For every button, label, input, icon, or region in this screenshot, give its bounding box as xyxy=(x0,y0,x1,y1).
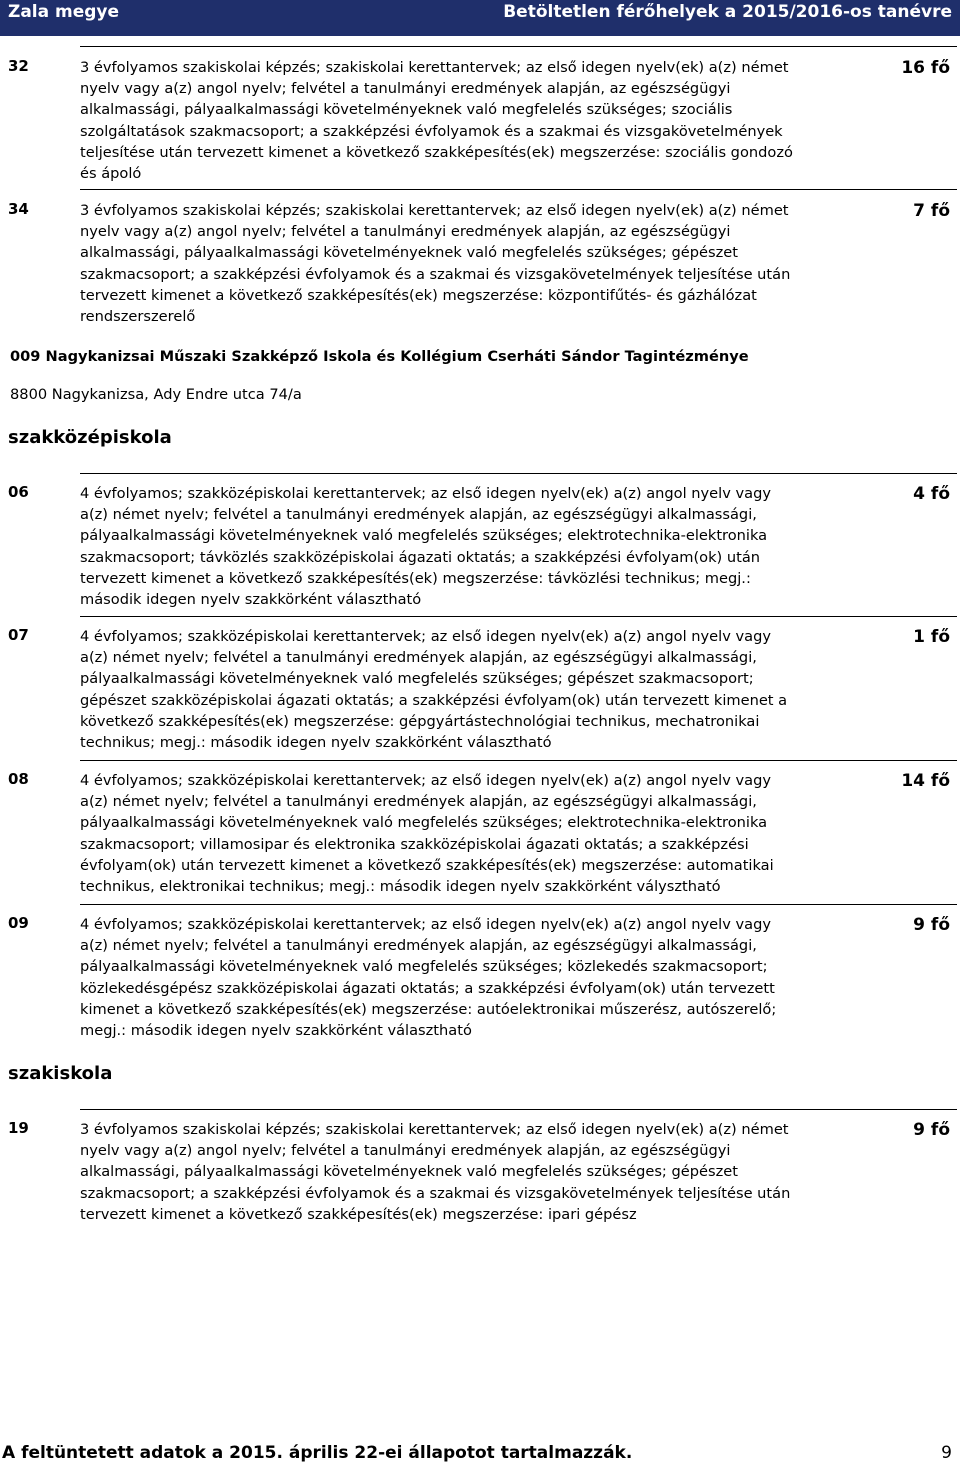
program-description: 4 évfolyamos; szakközépiskolai kerettantervek; az első idegen nyelv(ek) a(z) angol nyelv vagy a(z) német nyelv; felvétel a tanulmányi eredmények alapján, az egészségügyi alkalmassági, pályaalkalmassági követelményeknek való megfelelés szükséges; elektrotechnika-elektronika szakmacsoport; villamosipar és elektronika szakközépiskolai ágazati oktatás; a szakképzési évfolyam(ok) után tervezett kimenet a következő szakképesítés(ek) megszerzése: automatikai technikus, elektronikai technikus; megj.: második idegen nyelv szakkörként válysztható xyxy=(80,772,774,896)
school-address: 8800 Nagykanizsa, Ady Endre utca 74/a xyxy=(10,386,302,403)
divider xyxy=(80,473,957,474)
program-description: 4 évfolyamos; szakközépiskolai kerettantervek; az első idegen nyelv(ek) a(z) angol nyelv vagy a(z) német nyelv; felvétel a tanulmányi eredmények alapján, az egészségügyi alkalmassági, pályaalkalmassági követelményeknek való megfelelés szükséges; elektrotechnika-elektronika szakmacsoport; távközlés szakközépiskolai ágazati oktatás; a szakképzési évfolyam(ok) után tervezett kimenet a következő szakképesítés(ek) megszerzése: távközlési technikus; megj.: második idegen nyelv szakkörként választható xyxy=(80,485,771,609)
divider xyxy=(80,904,957,905)
vacancy-count: 4 fő xyxy=(913,484,950,504)
vacancy-count: 7 fő xyxy=(913,201,950,221)
page-header xyxy=(0,0,960,36)
divider xyxy=(80,1109,957,1110)
divider xyxy=(80,46,957,47)
program-description: 3 évfolyamos szakiskolai képzés; szakiskolai kerettantervek; az első idegen nyelv(ek) a(z) német nyelv vagy a(z) angol nyelv; felvétel a tanulmányi eredmények alapján, az egészségügyi alkalmassági, pályaalkalmassági követelményeknek való megfelelés szükséges; gépészet szakmacsoport; a szakképzési évfolyamok és a szakmai és vizsgakövetelmények teljesítése után tervezett kimenet a következő szakképesítés(ek) megszerzése: ipari gépész xyxy=(80,1121,791,1223)
program-code: 34 xyxy=(8,200,29,218)
school-name: 009 Nagykanizsai Műszaki Szakképző Iskola és Kollégium Cserháti Sándor Tagintézménye xyxy=(10,348,749,365)
document-title: Betöltetlen férőhelyek a 2015/2016-os tanévre xyxy=(503,2,952,22)
vacancy-count: 1 fő xyxy=(913,627,950,647)
program-description: 3 évfolyamos szakiskolai képzés; szakiskolai kerettantervek; az első idegen nyelv(ek) a(z) német nyelv vagy a(z) angol nyelv; felvétel a tanulmányi eredmények alapján, az egészségügyi alkalmassági, pályaalkalmassági követelményeknek való megfelelés szükséges; gépészet szakmacsoport; a szakképzési évfolyamok és a szakmai és vizsgakövetelmények teljesítése után tervezett kimenet a következő szakképesítés(ek) megszerzése: központifűtés- és gázhálózat rendszerszerelő xyxy=(80,202,791,326)
program-code: 08 xyxy=(8,770,29,788)
section-title: szakiskola xyxy=(8,1063,113,1084)
program-description: 3 évfolyamos szakiskolai képzés; szakiskolai kerettantervek; az első idegen nyelv(ek) a(z) német nyelv vagy a(z) angol nyelv; felvétel a tanulmányi eredmények alapján, az egészségügyi alkalmassági, pályaalkalmassági követelményeknek való megfelelés szükséges; szociális szolgáltatások szakmacsoport; a szakképzési évfolyamok és a szakmai és vizsgakövetelmények teljesítése után tervezett kimenet a következő szakképesítés(ek) megszerzése: szociális gondozó és ápoló xyxy=(80,59,793,183)
program-code: 07 xyxy=(8,626,29,644)
vacancy-count: 14 fő xyxy=(901,771,950,791)
vacancy-count: 9 fő xyxy=(913,915,950,935)
program-description: 4 évfolyamos; szakközépiskolai kerettantervek; az első idegen nyelv(ek) a(z) angol nyelv vagy a(z) német nyelv; felvétel a tanulmányi eredmények alapján, az egészségügyi alkalmassági, pályaalkalmassági követelményeknek való megfelelés szükséges; közlekedés szakmacsoport; közlekedésgépész szakközépiskolai ágazati oktatás; a szakképzési évfolyam(ok) után tervezett kimenet a következő szakképesítés(ek) megszerzése: autóelektronikai műszerész, autószerelő; megj.: második idegen nyelv szakkörként választható xyxy=(80,916,777,1040)
divider xyxy=(80,189,957,190)
section-title: szakközépiskola xyxy=(8,427,172,448)
vacancy-count: 16 fő xyxy=(901,58,950,78)
program-code: 06 xyxy=(8,483,29,501)
program-code: 09 xyxy=(8,914,29,932)
program-code: 32 xyxy=(8,57,29,75)
page-number: 9 xyxy=(941,1443,952,1463)
region-title: Zala megye xyxy=(8,2,120,22)
divider xyxy=(80,616,957,617)
program-description: 4 évfolyamos; szakközépiskolai kerettantervek; az első idegen nyelv(ek) a(z) angol nyelv vagy a(z) német nyelv; felvétel a tanulmányi eredmények alapján, az egészségügyi alkalmassági, pályaalkalmassági követelményeknek való megfelelés szükséges; gépészet szakmacsoport; gépészet szakközépiskolai ágazati oktatás; a szakképzési évfolyam(ok) után tervezett kimenet a következő szakképesítés(ek) megszerzése: gépgyártástechnológiai technikus, mechatronikai technikus; megj.: második idegen nyelv szakkörként választható xyxy=(80,628,788,752)
footer-note: A feltüntetett adatok a 2015. április 22-ei állapotot tartalmazzák. xyxy=(2,1443,633,1463)
vacancy-count: 9 fő xyxy=(913,1120,950,1140)
divider xyxy=(80,760,957,761)
program-code: 19 xyxy=(8,1119,29,1137)
